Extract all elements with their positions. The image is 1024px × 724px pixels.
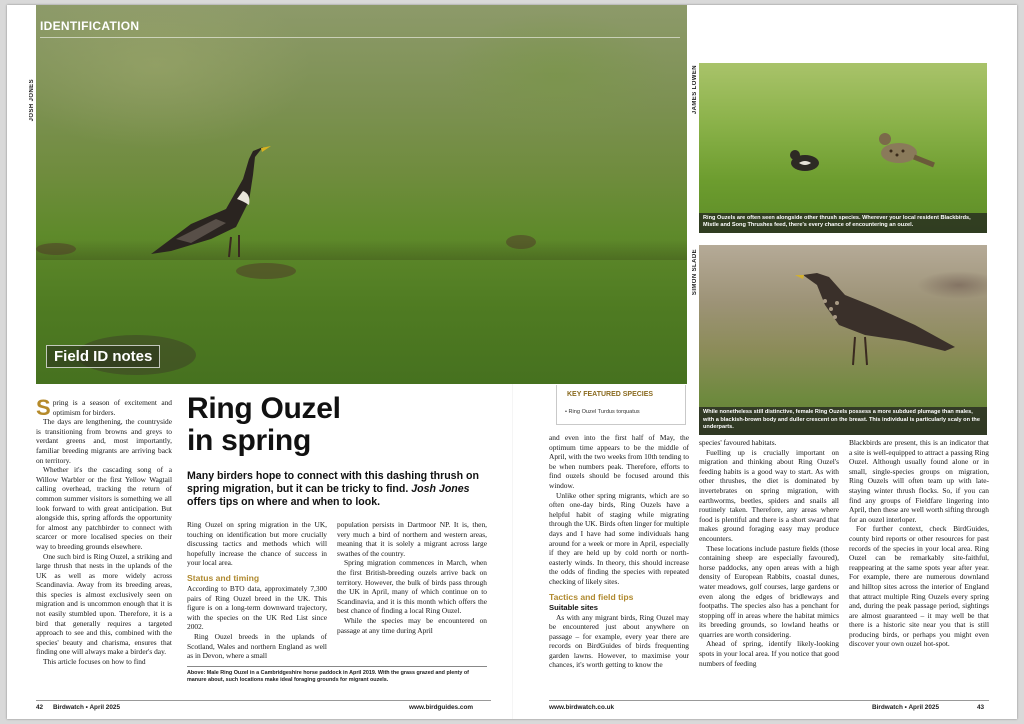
caption-rule (187, 666, 487, 667)
photo-credit-hero: JOSH JONES (29, 79, 35, 122)
body-text: For further context, check BirdGuides, county bird reports or other resources for past records of the species in your local area. Ring Ouzel can be remarkably site-faithful, reappearing at the same spots year after year. For example, there are numerous downland and hilltop sites across the interior of England that attract multiple Ring Ouzels every spring and, during the peak passage period, sightings are almost guaranteed – it may well be that there is a historic site near you that is still producing birds, or perhaps you might even discover your own ouzel hot-spot. (849, 524, 989, 649)
standfirst-author: Josh Jones (411, 483, 470, 495)
headline-line: Ring Ouzel (187, 392, 341, 425)
caption-bottom-right: While nonetheless still distinctive, female Ring Ouzels possess a more subdued plumage than males, with a blackish-brown body and duller crescent on the breast. This individual is particularly scaly on the underparts. (699, 407, 987, 435)
body-column-4 (549, 433, 689, 670)
body-text: and even into the first half of May, the optimum time appears to be the middle of April, with the two weeks from 10th tending to be when numbers peak. Therefore, efforts to find ouzels should be focused around this window. (549, 433, 689, 490)
grass-clump (236, 263, 296, 279)
hero-photo (36, 5, 687, 384)
grass-clump (506, 235, 536, 249)
footer-rule-left (36, 700, 491, 701)
body-text: Ahead of spring, identify likely-looking spots in your local area. If you notice that good numbers of feeding (699, 639, 839, 668)
key-species-title: KEY FEATURED SPECIES (567, 391, 654, 398)
body-text: These locations include pasture fields (those containing sheep are especially favoured), horse paddocks, any open areas with a high density of European Rabbits, coastal dunes, water meadows, golf courses, large gardens or even along the edges of bridleways and footpaths. The species also has a penchant for stopping off in areas where the habitat mimics its breeding grounds, so lowland heaths or quarries are worth considering. (699, 543, 839, 639)
url-right: www.birdwatch.co.uk (549, 704, 615, 711)
body-text: One such bird is Ring Ouzel, a striking and large thrush that nests in the uplands of the UK as well as more widely across Scandinavia. Away from its breeding areas, this species is almost exclusively seen on migration and is uncommon enough that it is not easily stumbled upon. Therefore, it is a bird that generally requires a targeted approach to see and this, combined with the species' beauty and charisma, ensures that finding one will always make a birder's day. (36, 551, 172, 657)
caption-top-right: Ring Ouzels are often seen alongside other thrush species. Wherever your local resident Blackbirds, Mistle and Song Thrushes feed, there's every chance of encountering an ouzel. (699, 213, 987, 233)
key-species-box (556, 385, 686, 425)
caption-hero: Above: Male Ring Ouzel in a Cambridgeshire horse paddock in April 2019. With the grass grazed and plenty of manure about, such locations make ideal foraging grounds for migrant ouzels. (187, 670, 469, 683)
body-text: Ring Ouzel breeds in the uplands of Scotland, Wales and northern England as well as in Devon, where a small (187, 631, 327, 661)
body-text: This article focuses on how to find (43, 657, 146, 667)
photo-credit-top-right: JAMES LOWEN (692, 65, 698, 115)
photo-credit-bottom-right: SIMON SLADE (692, 249, 698, 296)
body-text: As with any migrant birds, Ring Ouzel may be encountered just about anywhere on passage – for example, every year there are records on BirdGuides of birds frequenting garden lawns. However, to maximise your chances, it's worth getting to know the (549, 612, 689, 670)
photo-female-ouzel (699, 245, 987, 435)
body-text: Unlike other spring migrants, which are so often one-day birds, Ring Ouzels have a helpful habit of staging while migrating through the UK. Birds often linger for multiple days and I have had some individuals hang around for a week or more in April, especially if they are held up by cold north or north-easterly winds. In theory, this should increase the odds of finding the species with repeated checking of likely sites. (549, 490, 689, 586)
magazine-issue-right: Birdwatch • April 2025 (872, 704, 939, 711)
body-text: population persists in Dartmoor NP. It is, then, very much a bird of northern and western areas, meaning that it is solely a migrant across large swathes of the country. (337, 520, 487, 558)
magazine-issue-left: Birdwatch • April 2025 (53, 704, 120, 711)
subhead-sites: Suitable sites (549, 602, 598, 612)
page-number-right: 43 (977, 704, 985, 711)
headline (187, 393, 341, 457)
drop-cap: S (36, 395, 51, 420)
url-left: www.birdguides.com (409, 704, 474, 711)
photo-thrushes (699, 63, 987, 233)
magazine-spread (7, 5, 1017, 719)
key-species-item: • Ring Ouzel Turdus torquatus (565, 409, 640, 415)
field-id-label: Field ID notes (46, 345, 160, 368)
body-text: Fuelling up is crucially important on migration and thinking about Ring Ouzel's feeding habits is a good way to start. As with other thrushes, the diet is dominated by invertebrates on spring migration, with earthworms, beetles, spiders and snails all routinely taken. Therefore, any areas where food is plentiful and there is a short sward that makes ground foraging easy may produce encounters. (699, 447, 839, 543)
ring-ouzel-male-icon (131, 139, 271, 259)
thrushes-icon (779, 123, 969, 183)
section-rule (40, 37, 680, 38)
body-column-1 (36, 395, 172, 667)
standfirst (187, 470, 487, 509)
body-column-6 (849, 438, 989, 649)
body-text: species' favoured habitats. (699, 438, 777, 447)
page-number-left: 42 (36, 704, 44, 711)
body-text: Blackbirds are present, this is an indicator that a site is well-equipped to attract a passing Ring Ouzel. Although usually found alone or in small, single-species groups on migration, Ring Ouzels will often team up with late-staying winter thrush flocks. So, if you can find any groups of Fieldfare lingering into April, then these are well worth sifting through for an ouzel interloper. (849, 438, 989, 524)
body-text: Spring migration commences in March, when the first British-breeding ouzels arrive back on territory. However, the bulk of birds pass through the UK in April, many of which continue on to Scandinavia, and it is this month which offers the best chance of finding a local Ring Ouzel. (337, 558, 487, 616)
body-text: The days are lengthening, the countryside is transitioning from browns and greys to verdant greens and, most importantly, familiar breeding migrants are arriving back on territory. (36, 417, 172, 465)
body-text: pring is a season of excitement and optimism for birders. (52, 398, 172, 417)
standfirst-text: Many birders hope to connect with this dashing thrush on spring migration, but it can be tricky to find. (187, 470, 479, 495)
body-text: While the species may be encountered on passage at any time during April (337, 615, 487, 635)
body-text: According to BTO data, approximately 7,300 pairs of Ring Ouzel breed in the UK. This figure is on a long-term downward trajectory, with the species on the UK Red List since 2002. (187, 583, 327, 632)
headline-line: in spring (187, 424, 311, 457)
ring-ouzel-female-icon (795, 265, 965, 375)
subhead-status: Status and timing (187, 572, 260, 583)
body-column-3 (337, 520, 487, 635)
section-tag: IDENTIFICATION (40, 19, 140, 33)
body-text: Whether it's the cascading song of a Willow Warbler or the first Yellow Wagtail calling overhead, tracking the return of common summer visitors is something we all look forward to with great anticipation. But alongside this, spring affords the opportunity for almost any patchbirder to connect with scarcer or more localised species on their way to breeding grounds elsewhere. (36, 465, 172, 551)
body-column-5 (699, 438, 839, 668)
body-text: Ring Ouzel on spring migration in the UK, touching on identification but more crucially discussing tactics and methods which will hopefully increase the chance of success in your local area. (187, 520, 327, 568)
standfirst-tail: offers tips on where and when to look. (187, 496, 381, 508)
subhead-tactics: Tactics and field tips (549, 591, 634, 602)
body-column-2 (187, 520, 327, 661)
grass-clump (36, 243, 76, 255)
footer-rule-right (549, 700, 989, 701)
